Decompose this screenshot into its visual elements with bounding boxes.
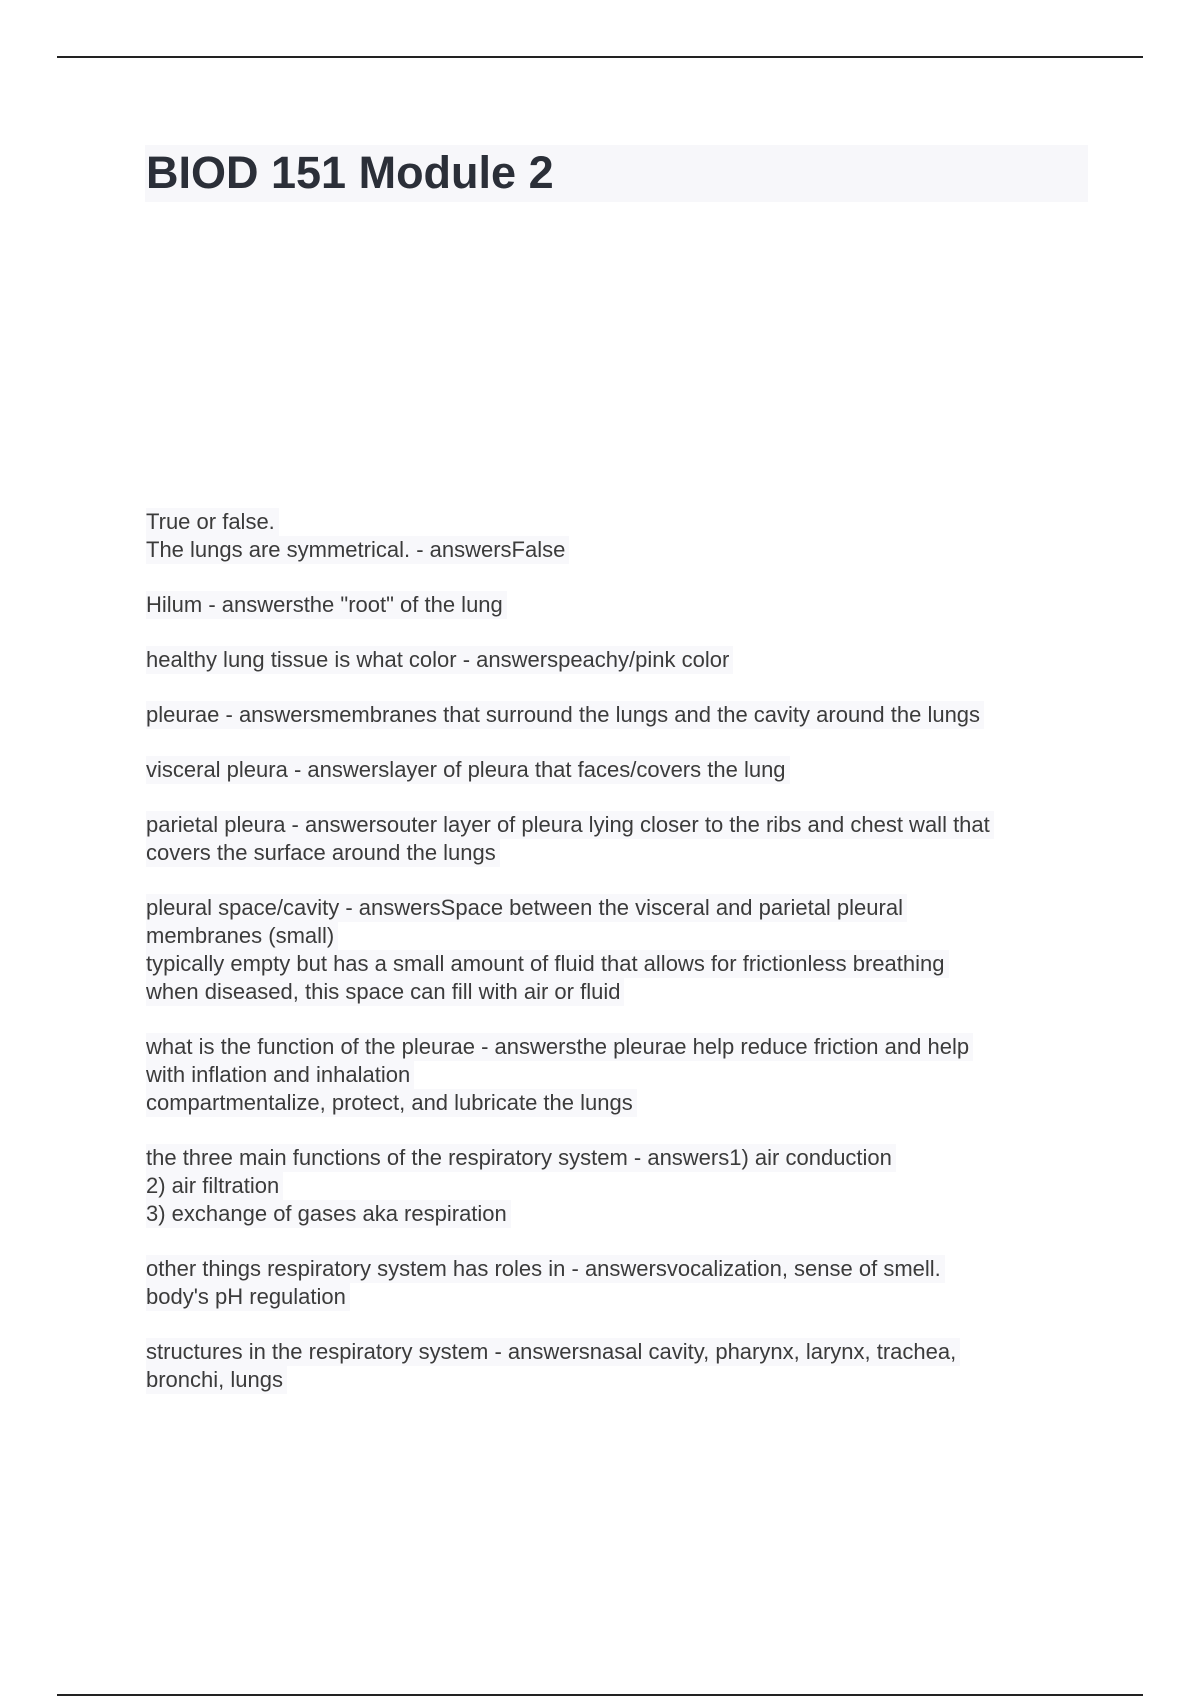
qa-list (146, 508, 1086, 1421)
qa-line: The lungs are symmetrical. - answersFalse (146, 536, 569, 564)
qa-line: pleural space/cavity - answersSpace between the visceral and parietal pleural (146, 894, 907, 922)
qa-line: Hilum - answersthe "root" of the lung (146, 591, 507, 619)
qa-line: with inflation and inhalation (146, 1061, 414, 1089)
qa-line: compartmentalize, protect, and lubricate the lungs (146, 1089, 637, 1117)
qa-line: pleurae - answersmembranes that surround the lungs and the cavity around the lungs (146, 701, 984, 729)
document-title: BIOD 151 Module 2 (146, 147, 554, 198)
qa-item (146, 1033, 1086, 1117)
bottom-rule (57, 1694, 1143, 1696)
qa-line: visceral pleura - answerslayer of pleura that faces/covers the lung (146, 756, 790, 784)
qa-line: structures in the respiratory system - answersnasal cavity, pharynx, larynx, trachea, (146, 1338, 960, 1366)
qa-line: healthy lung tissue is what color - answerspeachy/pink color (146, 646, 733, 674)
qa-line: other things respiratory system has roles in - answersvocalization, sense of smell. (146, 1255, 945, 1283)
qa-item (146, 756, 1086, 784)
qa-line: covers the surface around the lungs (146, 839, 500, 867)
qa-item (146, 646, 1086, 674)
qa-line: membranes (small) (146, 922, 338, 950)
qa-item (146, 508, 1086, 564)
qa-line: 2) air filtration (146, 1172, 283, 1200)
qa-line: bronchi, lungs (146, 1366, 287, 1394)
top-rule (57, 56, 1143, 58)
qa-line: the three main functions of the respiratory system - answers1) air conduction (146, 1144, 896, 1172)
qa-line: what is the function of the pleurae - answersthe pleurae help reduce friction and help (146, 1033, 973, 1061)
qa-item (146, 1144, 1086, 1228)
qa-line: 3) exchange of gases aka respiration (146, 1200, 511, 1228)
qa-item (146, 811, 1086, 867)
qa-item (146, 701, 1086, 729)
qa-item (146, 894, 1086, 1006)
qa-line: when diseased, this space can fill with air or fluid (146, 978, 624, 1006)
qa-line: parietal pleura - answersouter layer of pleura lying closer to the ribs and chest wall that (146, 811, 994, 839)
qa-line: typically empty but has a small amount of fluid that allows for frictionless breathing (146, 950, 949, 978)
qa-item (146, 591, 1086, 619)
qa-line: body's pH regulation (146, 1283, 350, 1311)
qa-line: True or false. (146, 508, 279, 536)
qa-item (146, 1255, 1086, 1311)
qa-item (146, 1338, 1086, 1394)
